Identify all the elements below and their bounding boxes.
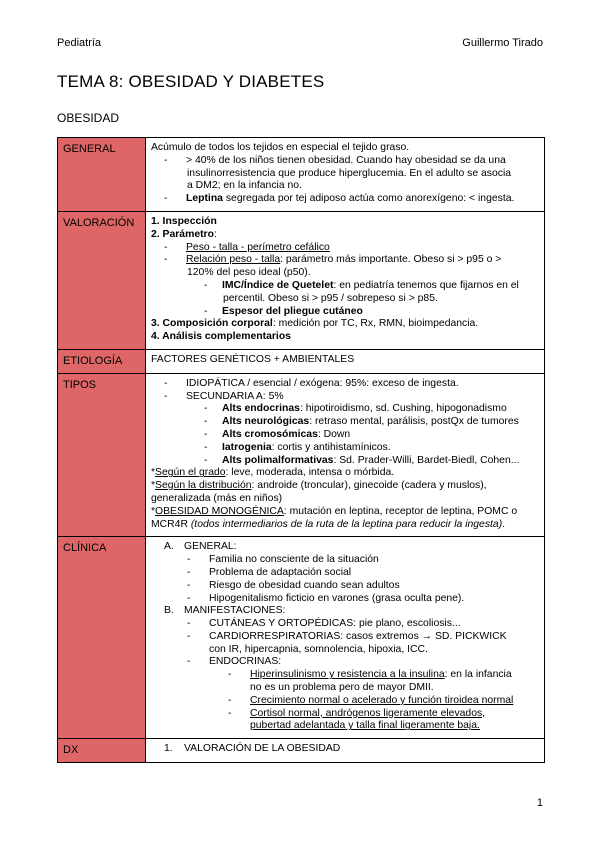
header-subject: Pediatría <box>57 37 102 49</box>
tipos-iatrogenia: - Iatrogenia: cortis y antihistamínicos. <box>204 441 391 453</box>
clinica-endocrinas-item: - Hiperinsulinismo y resistencia a la insulina: en la infancia <box>228 669 512 681</box>
general-bullet-1-cont: insulinorresistencia que produce hiperglucemia. En el adulto se asocia <box>187 167 512 179</box>
valoracion-item-2: 2. Parámetro: <box>151 228 217 240</box>
valoracion-peso: - Peso - talla - perímetro cefálico <box>164 241 330 253</box>
content-clinica <box>146 537 545 739</box>
clinica-manif-item: - ENDOCRINAS: <box>187 656 282 668</box>
valoracion-item-3: 3. Composición corporal: medición por TC, Rx, RMN, bioimpedancia. <box>151 318 479 330</box>
clinica-endocrinas-item: - Crecimiento normal o acelerado y función tiroidea normal <box>228 694 514 706</box>
header-author: Guillermo Tirado <box>462 37 543 49</box>
tipos-grado: *Según el grado: leve, moderada, intensa o mórbida. <box>151 467 395 479</box>
label-dx: DX <box>58 739 146 763</box>
tipos-neurologicas: - Alts neurológicas: retraso mental, parálisis, postQx de tumores <box>204 416 519 428</box>
clinica-general: A. GENERAL: <box>164 541 237 553</box>
tipos-endocrinas: - Alts endocrinas: hipotiroidismo, sd. Cushing, hipogonadismo <box>204 403 507 415</box>
row-etiologia <box>58 349 545 373</box>
valoracion-imc-cont: percentil. Obeso si > p95 / sobrepeso si > p85. <box>223 292 438 304</box>
valoracion-relacion: - Relación peso - talla: parámetro más importante. Obeso si > p95 o > <box>164 254 502 266</box>
row-clinica <box>58 537 545 739</box>
content-table <box>57 137 545 763</box>
dx-item-1: 1. VALORACIÓN DE LA OBESIDAD <box>164 743 341 755</box>
clinica-endocrinas-item-cont: no es un problema pero de mayor DMII. <box>250 682 434 694</box>
tipos-idiopatica: - IDIOPÁTICA / esencial / exógena: 95%: exceso de ingesta. <box>164 377 459 389</box>
content-tipos <box>146 373 545 537</box>
tipos-distribucion: *Según la distribución: androide (troncular), ginecoide (cadera y muslos), <box>151 480 487 492</box>
valoracion-item-4: 4. Análisis complementarios <box>151 331 291 343</box>
valoracion-espesor: - Espesor del pliegue cutáneo <box>204 305 363 317</box>
clinica-general-item: - Familia no consciente de la situación <box>187 554 379 566</box>
section-heading: OBESIDAD <box>57 111 120 125</box>
clinica-endocrinas-item-cont: pubertad adelantada y talla final ligeramente baja. <box>250 720 480 732</box>
row-valoracion <box>58 211 545 349</box>
general-bullet-1: - > 40% de los niños tienen obesidad. Cuando hay obesidad se da una <box>164 154 506 166</box>
page-title: TEMA 8: OBESIDAD Y DIABETES <box>57 72 325 91</box>
content-general <box>146 138 545 212</box>
tipos-monogenica-cont: MCR4R (todos intermediarios de la ruta de la leptina para reducir la ingesta). <box>151 518 506 530</box>
label-valoracion: VALORACIÓN <box>58 211 146 349</box>
label-tipos: TIPOS <box>58 373 146 537</box>
tipos-cromosomicas: - Alts cromosómicas: Down <box>204 428 351 440</box>
clinica-manif-item: - CARDIORRESPIRATORIAS: casos extremos → SD. PICKWICK <box>187 630 507 642</box>
clinica-general-item: - Riesgo de obesidad cuando sean adultos <box>187 579 400 591</box>
etiologia-text: FACTORES GENÉTICOS + AMBIENTALES <box>151 353 355 365</box>
clinica-general-item: - Hipogenitalismo ficticio en varones (grasa oculta pene). <box>187 592 465 604</box>
clinica-manif-item: - CUTÁNEAS Y ORTOPÉDICAS: pie plano, escoliosis... <box>187 618 461 630</box>
content-dx <box>146 739 545 763</box>
clinica-manifestaciones: B. MANIFESTACIONES: <box>164 605 286 617</box>
valoracion-imc: - IMC/Índice de Quetelet: en pediatría tenemos que fijarnos en el <box>204 279 519 291</box>
valoracion-item-1: 1. Inspección <box>151 215 217 227</box>
general-bullet-2: - Leptina segregada por tej adiposo actúa como anorexígeno: < ingesta. <box>164 193 515 205</box>
row-dx <box>58 739 545 763</box>
clinica-general-item: - Problema de adaptación social <box>187 566 352 578</box>
tipos-monogenica: *OBESIDAD MONOGÉNICA: mutación en leptina, receptor de leptina, POMC o <box>151 505 518 517</box>
row-tipos <box>58 373 545 537</box>
general-bullet-1-cont: a DM2; en la infancia no. <box>187 180 302 192</box>
row-general <box>58 138 545 212</box>
page-number: 1 <box>536 797 543 809</box>
tipos-polimalformativas: - Alts polimalformativas: Sd. Prader-Willi, Bardet-Biedl, Cohen... <box>204 454 520 466</box>
tipos-distribucion-cont: generalizada (más en niños) <box>151 492 283 504</box>
label-etiologia: ETIOLOGÍA <box>58 349 146 373</box>
valoracion-relacion-cont: 120% del peso ideal (p50). <box>187 267 311 279</box>
tipos-secundaria: - SECUNDARIA A: 5% <box>164 390 284 402</box>
general-intro: Acúmulo de todos los tejidos en especial el tejido graso. <box>151 142 410 153</box>
label-general: GENERAL <box>58 138 146 212</box>
clinica-endocrinas-item: - Cortisol normal, andrógenos ligeramente elevados, <box>228 707 486 719</box>
content-etiologia <box>146 349 545 373</box>
label-clinica: CLÍNICA <box>58 537 146 739</box>
content-valoracion <box>146 211 545 349</box>
clinica-manif-item-cont: con IR, hipercapnia, somnolencia, hipoxia, ICC. <box>209 643 428 655</box>
